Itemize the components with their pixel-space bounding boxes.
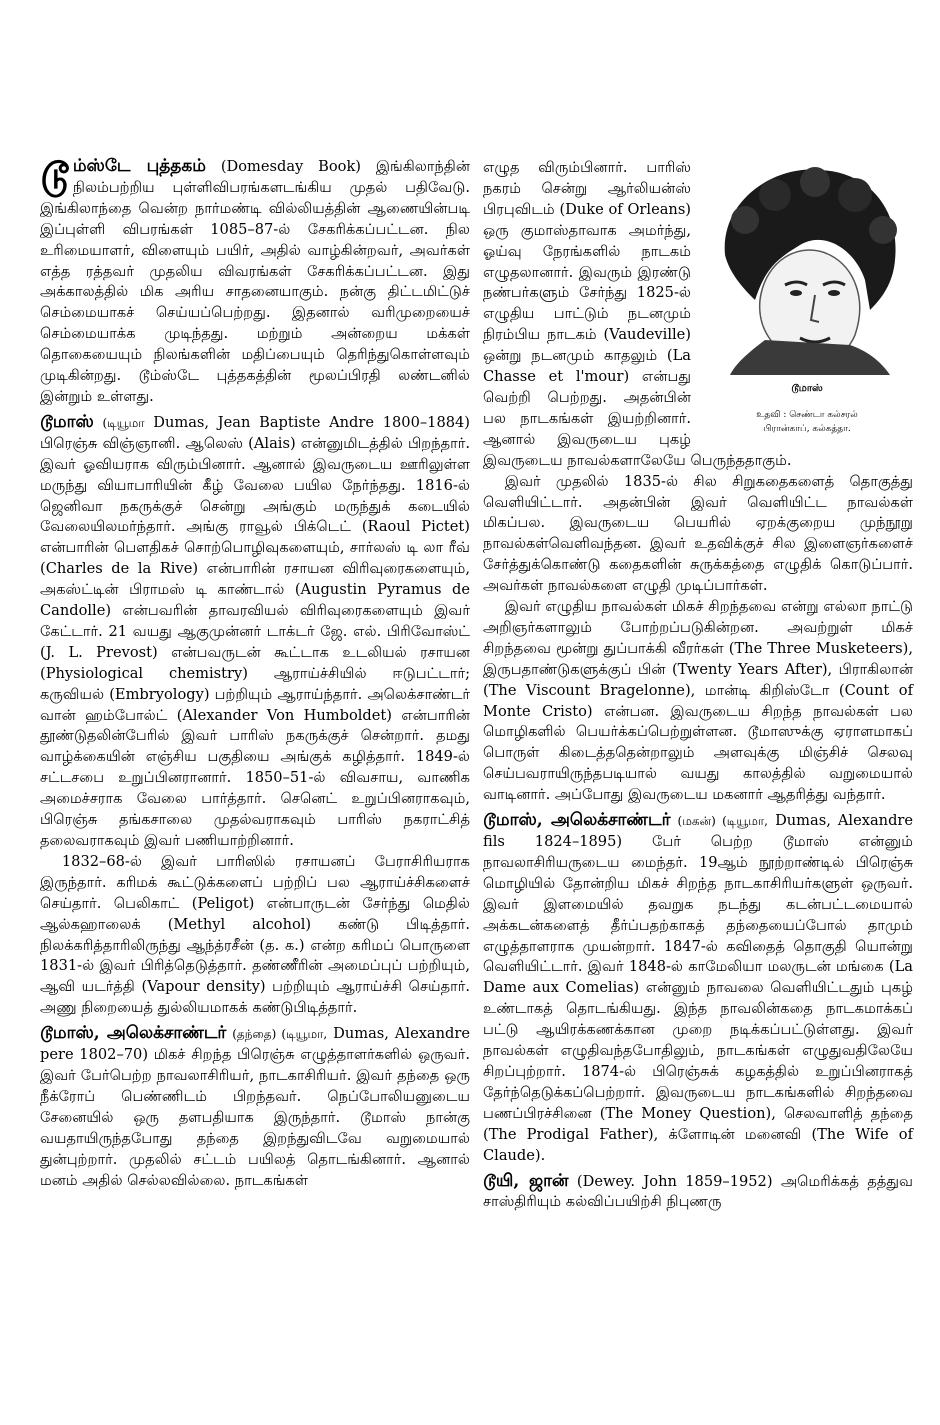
- portrait-credit-line: உதவி : செண்டா கல்சரல்: [756, 409, 858, 420]
- entry-headword-paren: (டியூமா: [102, 415, 145, 430]
- entry-headword: டூமாஸ்: [40, 411, 94, 432]
- entry-headword: ம்ஸ்டே புத்தகம்: [72, 156, 206, 176]
- entry-body: பேர் பெற்ற டூமாஸ் என்னும் நாவலாசிரியருடைய மைந்தர். 19ஆம் நூற்றாண்டில் பிரெஞ்சு மொழியில் தோன்றிய மிகச் சிறந்த நாடகாசிரியர்களுள் ஒருவர். இவர் இளமையில் தவறுக நடந்து கடன்பட்டமையால் அக்கடன்களைத் தீர்ப்பதற்காகத் தந்தையைப்போல் தாமும் எழுத்தாளராக முயன்றார். 1847-ல் கவிதைத் தொகுதி யொன்று வெளியிட்டார். இவர் 1848-ல் காமேலியா மலருடன் மங்கை (La Dame aux Comelias) என்னும் நாவலை வெளியிட்டதும் புகழ் உண்டாகத் தொடங்கியது. இந்த நாவலின்கதை நாடகமாக்கப் பட்டு ஆயிரக்கணக்கான முறை நடிக்கப்பட்டுள்ளது. இவர் நாவல்கள் எழுதிவந்தபோதிலும், நாடகங்கள் எழுதுவதிலேயே சிறப்புற்றார். 1874-ல் பிரெஞ்சுக் கழகத்தில் உறுப்பினராகத் தேர்ந்தெடுக்கப்பெற்றார். இவருடைய நாடகங்களில் சிறந்தவை பணப்பிரச்சினை (The Money Question), செலவாளித் தந்தை (The Prodigal Father), க்ளோடின் மனைவி (The Wife of Claude).: [483, 833, 913, 1164]
- portrait-figure: [701, 160, 913, 436]
- entry-headword-latin: (Dewey. John 1859–1952): [576, 1172, 773, 1190]
- dropcap: டூ: [40, 152, 69, 197]
- entry-dumas-fils: [483, 810, 913, 1166]
- entry-body: இங்கிலாந்தின் நிலம்பற்றிய புள்ளிவிபரங்களடங்கிய முதல் பதிவேடு. இங்கிலாந்தை வென்ற நார்மண்டி வில்லியத்தின் ஆணையின்படி இப்புள்ளி விபரங்கள் 1085–87-ல் சேகரிக்கப்பட்டன. நில உரிமையாளர், விளையும் பயிர், அதில் வாழ்கின்றவர், அவர்கள் எத்த ரத்தவர் முதலிய விவரங்கள் சேகரிக்கப்பட்டன. இது அக்காலத்தில் மிக அரிய சாதனையாகும். நன்கு திட்டமிட்டுச் செம்மையாகச் செய்யப்பெற்றது. இதனால் வரிமுறையைச் செம்மையாக்க முடிந்தது. மற்றும் அன்றைய மக்கள் தொகையையும் நிலங்களின் மதிப்பையும் தெரிந்துகொள்ளவும் முடிகின்றது. டூம்ஸ்டே புத்தகத்தின் மூலப்பிரதி லண்டனில் இன்றும் உள்ளது.: [40, 158, 471, 405]
- entry-body: மிகச் சிறந்த பிரெஞ்சு எழுத்தாளர்களில் ஒருவர். இவர் பேர்பெற்ற நாவலாசிரியர், நாடகாசிரியர். இவர் தந்தை ஒரு நீக்ரோப் பெண்ணிடம் பிறந்தவர். நெப்போலியனுடைய சேனையில் ஒரு தளபதியாக இருந்தார். டூமாஸ் நான்கு வயதாயிருந்தபோது தந்தை இறந்துவிடவே வறுமையால் துன்புற்றார். முதலில் சட்டம் பயிலத் தொடங்கினார். ஆனால் மனம் அதில் செல்லவில்லை. நாடகங்கள்: [40, 1046, 470, 1189]
- dumas-portrait-image: [705, 160, 910, 375]
- right-column: [483, 158, 913, 1213]
- entry-body: அமெரிக்கத் தத்துவ சாஸ்திரியும் கல்விப்பயிற்சி நிபுணரு: [483, 1172, 913, 1211]
- entry-dumas-jb: [40, 412, 470, 852]
- entry-paragraph: இவர் எழுதிய நாவல்கள் மிகச் சிறந்தவை என்று எல்லா நாட்டு அறிஞர்களாலும் போற்றப்படுகின்றன. அவற்றுள் மிகச் சிறந்தவை மூன்று துப்பாக்கி வீரர்கள் (The Three Musketeers), இருபதாண்டுகளுக்குப் பின் (Twenty Years After), பிராகிலான் (The Viscount Bragelonne), மான்டி கிறிஸ்டோ (Count of Monte Cristo) என்பன. இவருடைய சிறந்த நாவல்கள் பல மொழிகளில் பெயர்க்கப்பெற்றுள்ளன. டூமாஸுக்கு ஏராளமாகப் பொருள் கிடைத்ததென்றாலும் அளவுக்கு மிஞ்சிச் செலவு செய்பவராயிருந்தபடியால் வயது காலத்தில் வறுமையால் வாடினார். அப்போது இவருடைய மகனார் ஆதரித்து வந்தார்.: [483, 598, 913, 804]
- entry-headword: டூமாஸ், அலெக்சாண்டர்: [40, 1023, 227, 1044]
- entry-dewey: [483, 1171, 913, 1214]
- entry-headword: டூமாஸ், அலெக்சாண்டர்: [483, 810, 671, 831]
- portrait-caption: டூமாஸ்: [791, 383, 823, 394]
- portrait-credit: [701, 408, 913, 436]
- entry-headword-paren: (மகன்) (டியூமா,: [677, 814, 768, 829]
- entry-domesday: [40, 152, 471, 408]
- entry-headword-latin: Dumas, Alexandre fils 1824–1895): [483, 812, 914, 850]
- entry-paragraph: 1832–68-ல் இவர் பாரிஸில் ரசாயனப் பேராசிரியராக இருந்தார். கரிமக் கூட்டுக்களைப் பற்றிப் பல ஆராய்ச்சிகளைச் செய்தார். பெலிகாட் (Peligot) என்பாருடன் சேர்ந்து மெதில் ஆல்கஹாலைக் (Methyl alcohol) கண்டு பிடித்தார். நிலக்கரித்தாரிலிருந்து ஆந்த்ரசீன் (த. க.) என்ற கரிமப் பொருளை 1831-ல் இவர் பிரித்தெடுத்தார். தண்ணீரின் அமைப்புப் பற்றியும், ஆவி யடர்த்தி (Vapour density) பற்றியும் ஆராய்ச்சி செய்தார். அணு நிறையைத் துல்லியமாகக் கண்டுபிடித்தார்.: [40, 852, 470, 1017]
- entry-paragraph: இவர் முதலில் 1835-ல் சில சிறுகதைகளைத் தொகுத்து வெளியிட்டார். அதன்பின் இவர் வெளியிட்ட நாவல்கள் மிகப்பல. இவருடைய பெயரில் ஏறக்குறைய முந்நூறு நாவல்கள்வெளிவந்தன. இவர் உதவிக்குச் சில இளைஞர்களைச் சேர்த்துக்கொண்டு கதைகளின் சுருக்கத்தை எழுதிக் கொடுப்பார். அவர்கள் நாவல்களை எழுதி முடிப்பார்கள்.: [483, 472, 913, 595]
- entry-headword: டூயி, ஜான்: [483, 1170, 569, 1191]
- entry-headword-paren: (தந்தை) (டியூமா,: [232, 1027, 328, 1042]
- entry-dumas-pere: [40, 1023, 470, 1191]
- portrait-credit-line: பிரான்காப், கல்கத்தா.: [763, 423, 851, 434]
- entry-paragraph: எழுத விரும்பினார். பாரிஸ் நகரம் சென்று ஆர்லியன்ஸ் பிரபுவிடம் (Duke of Orleans) ஒரு குமாஸ்தாவாக அமர்ந்து, ஓய்வு நேரங்களில் நாடகம் எழுதலானார். இவரும் இரண்டு நண்பர்களும் சேர்ந்து 1825-ல் எழுதிய பாட்டும் நடனமும் நிரம்பிய நாடகம் (Vaudeville) ஒன்று நடனமும் காதலும் (La Chasse et l'mour) என்பது வெற்றி பெற்றது. அதன்பின் பல நாடகங்கள் இயற்றினார். ஆனால் இவருடைய புகழ் இவருடைய நாவல்களாலேயே பெருந்ததாகும்.: [483, 159, 792, 469]
- entry-headword-latin: (Domesday Book): [220, 158, 361, 175]
- entry-headword-latin: Dumas, Alexandre pere 1802–70): [40, 1025, 470, 1064]
- entry-headword-latin: Dumas, Jean Baptiste Andre 1800–1884): [153, 413, 470, 431]
- left-column: [40, 152, 471, 1191]
- entry-body: பிரெஞ்சு விஞ்ஞானி. ஆலெஸ் (Alais) என்னுமிடத்தில் பிறந்தார். இவர் ஓவியராக விரும்பினார். ஆனால் இவருடைய ஊரிலுள்ள மருந்து வியாபாரியின் கீழ் வேலை பயில நேர்ந்தது. 1816-ல் ஜெனிவா நகருக்குச் சென்று அங்கும் மருந்துக் கடையில் வேலையிலமர்ந்தார். அங்கு ராவூல் பிக்டெட் (Raoul Pictet) என்பாரின் பௌதிகச் சொற்பொழிவுகளையும், சார்லஸ் டி லா ரீவ் (Charles de la Rive) என்பாரின் ரசாயன விரிவுரைகளையும், அகஸ்ட்டின் பிராமஸ் டி காண்டால் (Augustin Pyramus de Candolle) என்பவரின் தாவரவியல் விரிவுரைகளையும் இவர் கேட்டார். 21 வயது ஆகுமுன்னர் டாக்டர் ஜே. எல். பிரிவோஸ்ட் (J. L. Prevost) என்பவருடன் கூட்டாக உடலியல் ரசாயன (Physiological chemistry) ஆராய்ச்சியில் ஈடுபட்டார்; கருவியல் (Embryology) பற்றியும் ஆராய்ந்தார். அலெக்சாண்டர் வான் ஹம்போல்ட் (Alexander Von Humboldet) என்பாரின் தூண்டுதலின்பேரில் இவர் பாரிஸ் நகருக்குச் சென்றார். தமது வாழ்க்கையின் எஞ்சிய பகுதியை அங்குக் கழித்தார். 1849-ல் சட்டசபை உறுப்பினரானார். 1850–51-ல் விவசாய, வாணிக அமைச்சராக வேலை பார்த்தார். செனெட் உறுப்பினராகவும், பிரெஞ்சு தங்கசாலை முதல்வராகவும் பாரிஸ் நகராட்சித் தலைவராகவும் இவர் பணியாற்றினார்.: [40, 434, 470, 849]
